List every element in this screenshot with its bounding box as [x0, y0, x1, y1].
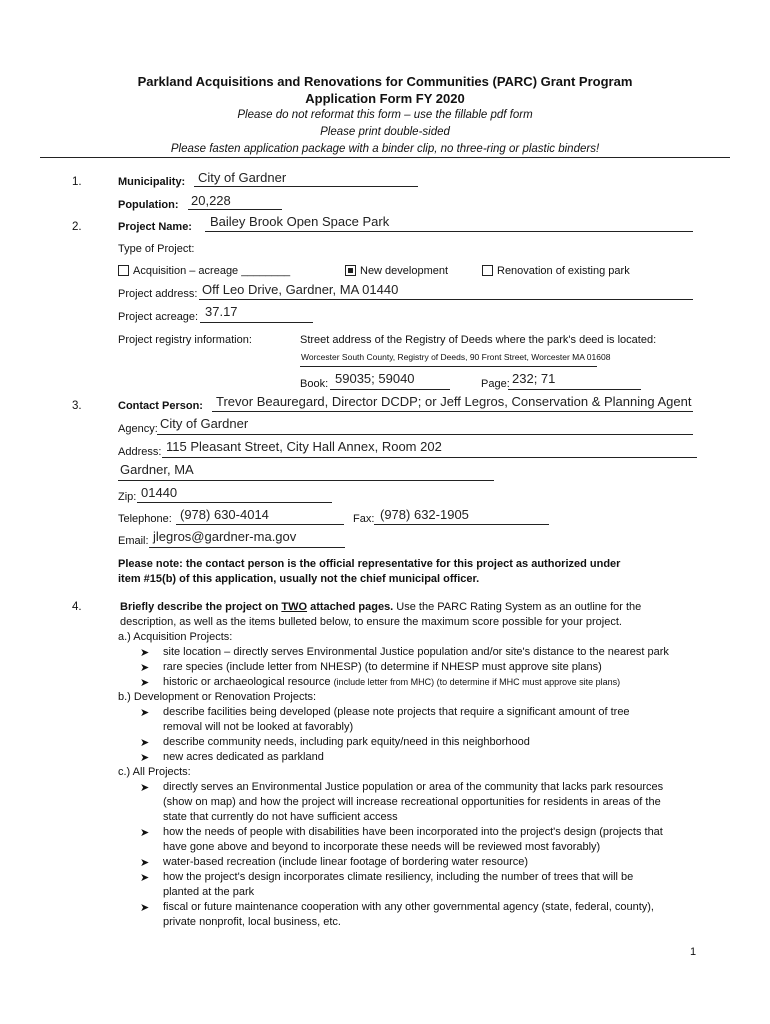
project-address-label: Project address:: [118, 288, 198, 300]
bullet-c2-line-2: have gone above and beyond to incorporate these needs will be reviewed most favorably): [163, 841, 601, 853]
acquisition-label: Acquisition – acreage ________: [133, 265, 291, 277]
telephone-underline: [176, 524, 344, 525]
population-field[interactable]: 20,228: [191, 193, 231, 208]
header-divider: [40, 157, 730, 158]
bullet-arrow-icon: ➤: [140, 662, 150, 674]
bullet-c5-line-2: private nonprofit, local business, etc.: [163, 916, 341, 928]
project-acreage-field[interactable]: 37.17: [205, 304, 238, 319]
project-address-underline: [199, 299, 693, 300]
project-acreage-underline: [200, 322, 313, 323]
section-4-lead: [120, 601, 641, 613]
email-label: Email:: [118, 535, 149, 547]
bullet-c5-line-1: fiscal or future maintenance cooperation with any other governmental agency (state, federal, county),: [163, 901, 654, 913]
contact-address-line-2[interactable]: Gardner, MA: [120, 462, 194, 477]
page-field[interactable]: 232; 71: [512, 371, 556, 386]
fax-underline: [374, 524, 549, 525]
contact-address-underline-1: [162, 457, 697, 458]
bullet-arrow-icon: ➤: [140, 677, 150, 689]
acquisition-checkbox[interactable]: [118, 265, 129, 276]
all-projects-heading: c.) All Projects:: [118, 766, 191, 778]
bullet-a2: rare species (include letter from NHESP) (to determine if NHESP must approve site plans): [163, 661, 602, 673]
bullet-b1-line-2: removal will not be looked at favorably): [163, 721, 354, 733]
bullet-c3: water-based recreation (include linear footage of bordering water resource): [163, 856, 529, 868]
page-underline: [508, 389, 641, 390]
bullet-arrow-icon: ➤: [140, 827, 150, 839]
contact-person-label: Contact Person:: [118, 400, 203, 412]
contact-note-line-2: item #15(b) of this application, usually not the chief municipal officer.: [118, 573, 480, 585]
bullet-c4-line-2: planted at the park: [163, 886, 255, 898]
contact-address-label: Address:: [118, 446, 162, 458]
instruction-2: Please print double-sided: [320, 126, 450, 138]
new-development-checkbox[interactable]: [345, 265, 356, 276]
project-address-field[interactable]: Off Leo Drive, Gardner, MA 01440: [202, 282, 399, 297]
bullet-a3-main: historic or archaeological resource: [163, 676, 334, 688]
population-label: Population:: [118, 199, 179, 211]
renovation-checkbox[interactable]: [482, 265, 493, 276]
bullet-arrow-icon: ➤: [140, 752, 150, 764]
municipality-label: Municipality:: [118, 176, 186, 188]
option-renovation[interactable]: [482, 265, 630, 277]
bullet-arrow-icon: ➤: [140, 902, 150, 914]
instruction-3: Please fasten application package with a binder clip, no three-ring or plastic binders!: [170, 143, 600, 155]
form-subtitle: Application Form FY 2020: [305, 91, 465, 106]
lead-bold-b: attached pages.: [307, 601, 394, 613]
bullet-c2-line-1: how the needs of people with disabilities have been incorporated into the project's design (projects that: [163, 826, 663, 838]
contact-address-underline-2: [118, 480, 494, 481]
bullet-b3: new acres dedicated as parkland: [163, 751, 324, 763]
agency-label: Agency:: [118, 423, 158, 435]
bullet-arrow-icon: ➤: [140, 782, 150, 794]
agency-underline: [157, 434, 693, 435]
bullet-c1-line-1: directly serves an Environmental Justice population or area of the community that lacks park resources: [163, 781, 664, 793]
fax-field[interactable]: (978) 632-1905: [380, 507, 469, 522]
contact-person-underline: [212, 411, 693, 412]
bullet-c1-line-3: state that currently do not have sufficient access: [163, 811, 398, 823]
bullet-a3: [163, 676, 620, 688]
section-2-number: 2.: [72, 221, 82, 233]
option-new-development[interactable]: [345, 265, 448, 277]
bullet-a1: site location – directly serves Environmental Justice population and/or site's distance to the nearest park: [163, 646, 669, 658]
bullet-arrow-icon: ➤: [140, 737, 150, 749]
page-number: 1: [690, 946, 697, 958]
registry-underline: [300, 366, 597, 367]
bullet-a3-small: (include letter from MHC) (to determine if MHC must approve site plans): [333, 677, 621, 687]
contact-person-field[interactable]: Trevor Beauregard, Director DCDP; or Jeff Legros, Conservation & Planning Agent: [216, 394, 692, 409]
section-3-number: 3.: [72, 400, 82, 412]
instruction-1: Please do not reformat this form – use the fillable pdf form: [237, 109, 533, 121]
project-name-field[interactable]: Bailey Brook Open Space Park: [210, 214, 390, 229]
section-1-number: 1.: [72, 176, 82, 188]
book-field[interactable]: 59035; 59040: [335, 371, 415, 386]
bullet-arrow-icon: ➤: [140, 707, 150, 719]
bullet-c1-line-2: (show on map) and how the project will increase recreational opportunities for residents in areas of the: [163, 796, 661, 808]
email-underline: [149, 547, 345, 548]
municipality-field[interactable]: City of Gardner: [198, 170, 287, 185]
bullet-b1-line-1: describe facilities being developed (please note projects that require a significant amount of tree: [163, 706, 630, 718]
bullet-arrow-icon: ➤: [140, 647, 150, 659]
lead-two: TWO: [281, 601, 308, 613]
population-underline: [188, 209, 282, 210]
telephone-field[interactable]: (978) 630-4014: [180, 507, 269, 522]
section-4-lead-line-2: description, as well as the items bulleted below, to ensure the maximum score possible for your project.: [120, 616, 622, 628]
book-label: Book:: [300, 378, 329, 390]
lead-rest: Use the PARC Rating System as an outline for the: [393, 601, 642, 613]
email-field[interactable]: jlegros@gardner-ma.gov: [153, 529, 297, 544]
book-underline: [330, 389, 450, 390]
project-type-label: Type of Project:: [118, 243, 195, 255]
zip-field[interactable]: 01440: [141, 485, 178, 500]
bullet-b2: describe community needs, including park equity/need in this neighborhood: [163, 736, 530, 748]
bullet-arrow-icon: ➤: [140, 872, 150, 884]
project-name-label: Project Name:: [118, 221, 192, 233]
lead-bold-a: Briefly describe the project on: [120, 601, 282, 613]
bullet-arrow-icon: ➤: [140, 857, 150, 869]
option-acquisition[interactable]: [118, 265, 290, 277]
agency-field[interactable]: City of Gardner: [160, 416, 249, 431]
fax-label: Fax:: [353, 513, 375, 525]
page-label: Page:: [481, 378, 510, 390]
acquisition-heading: a.) Acquisition Projects:: [118, 631, 233, 643]
project-name-underline: [205, 231, 693, 232]
contact-address-line-1[interactable]: 115 Pleasant Street, City Hall Annex, Room 202: [166, 439, 442, 454]
new-development-label: New development: [360, 265, 449, 277]
contact-note-line-1: Please note: the contact person is the official representative for this project as authorized under: [118, 558, 621, 570]
bullet-c4-line-1: how the project's design incorporates climate resiliency, including the number of trees that will be: [163, 871, 634, 883]
project-acreage-label: Project acreage:: [118, 311, 199, 323]
registry-description: Street address of the Registry of Deeds where the park's deed is located:: [300, 334, 657, 346]
municipality-underline: [194, 186, 418, 187]
registry-info-label: Project registry information:: [118, 334, 252, 346]
form-title: Parkland Acquisitions and Renovations for Communities (PARC) Grant Program: [137, 74, 633, 89]
development-heading: b.) Development or Renovation Projects:: [118, 691, 317, 703]
zip-underline: [137, 502, 332, 503]
telephone-label: Telephone:: [118, 513, 172, 525]
section-4-number: 4.: [72, 601, 82, 613]
registry-address-field[interactable]: Worcester South County, Registry of Deeds, 90 Front Street, Worcester MA 01608: [301, 352, 611, 362]
zip-label: Zip:: [118, 491, 137, 503]
renovation-label: Renovation of existing park: [497, 265, 630, 277]
